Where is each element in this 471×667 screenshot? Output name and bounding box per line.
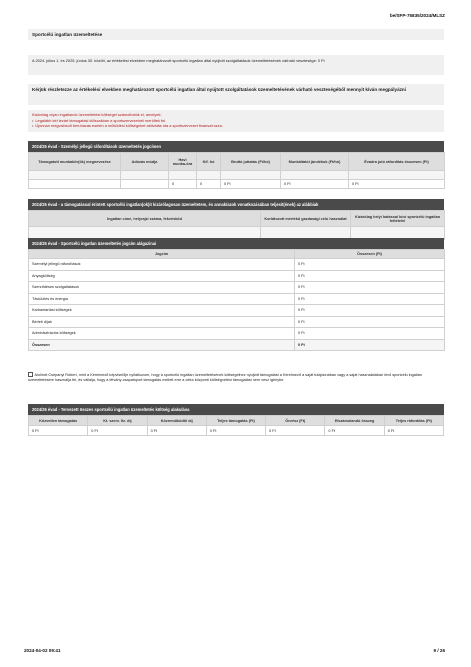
property-header: 2024/25 évad - a támogatással érintett sportcélú ingatlan(ok)it kizárólagosan üzemeltetem, és annak/azok vonatkozásában teljesít(ének) az alábbiak xyxy=(28,199,444,210)
cost-label: Adminisztrációs költségek xyxy=(29,328,295,340)
cost-value: 0 Ft xyxy=(295,293,445,305)
cost-value: 0 Ft xyxy=(295,305,445,317)
column-header: Összesen (Ft) xyxy=(295,250,445,259)
notes-list xyxy=(32,118,440,129)
cost-items-table xyxy=(28,249,445,351)
question-text: Kérjük részletezze az értékelési elvekben meghatározott sportcélú ingatlan által nyújtott szolgáltatások üzemeltetésének várható veszteségéből mennyit kíván megpályázni xyxy=(28,84,444,105)
table-cell: 0 Ft xyxy=(266,426,325,436)
property-table xyxy=(28,210,445,240)
table-row xyxy=(29,180,445,189)
cost-label: Távközlés és energia xyxy=(29,293,295,305)
table-row xyxy=(29,171,445,180)
column-header: Kizárólag helyi hatással bíró sportcélú ingatlan feltételei xyxy=(351,211,445,227)
intro-text: A 2024. július 1. és 2025. június 30. között, az értékelési elvekben meghatározott sportcélú ingatlan által nyújtott szolgáltatások üzemeltetésének várható vesztesége: 0 Ft xyxy=(28,55,444,75)
column-header: Jogcím xyxy=(29,250,295,259)
table-row xyxy=(29,282,445,294)
table-cell: 0 Ft xyxy=(384,426,443,436)
column-header: Támogatott munkakör(ök) megnevezése xyxy=(29,153,121,171)
column-header: Ingatlan címe, helyrajzi száma, fekvésköd xyxy=(29,211,261,227)
table-row xyxy=(29,305,445,317)
table-cell: 0 Ft xyxy=(29,426,88,436)
column-header: Munkáltatói járulékok (Ft/hó) xyxy=(281,153,349,171)
table-row xyxy=(29,316,445,328)
footer-timestamp: 2024-04-02 09:41 xyxy=(24,648,61,653)
declaration-text: Alulírott Csépányi Róbert, mint a Kérelmező képviselője nyilatkozom, hogy a sportcélú ingatlan üzemeltetésének költségeihez nyújtott támogatást a Kérelmező a saját tulajdonában vagy a saját használatában lévő sportcélú ingatlan üzemeltetésére használja fel, és vállalja, hogy a létvány-csapatsport támogatás mellett erre a célra központi költségvetési támogatást nem vesz igénybe. xyxy=(28,372,423,383)
table-cell: 0 Ft xyxy=(221,180,281,189)
declaration xyxy=(28,372,444,384)
table-row xyxy=(29,328,445,340)
cost-value: 0 Ft xyxy=(295,259,445,271)
table-row xyxy=(29,426,444,436)
column-header: Havi munka-óra xyxy=(169,153,197,171)
summary-section xyxy=(28,404,444,436)
summary-table xyxy=(28,415,444,436)
table-row xyxy=(29,293,445,305)
personnel-costs-section xyxy=(28,141,444,189)
column-header: Évadra jutó ráfordítás összesen (Ft) xyxy=(349,153,445,171)
declaration-checkbox[interactable] xyxy=(28,372,33,377)
column-header: Elszámolandó összeg xyxy=(325,416,384,426)
personnel-costs-table xyxy=(28,152,445,189)
document-reference: be/SFP-75835/2024/MLSZ xyxy=(389,13,445,18)
table-row xyxy=(29,259,445,271)
notes-item: • Újonnan megvalósult beruházás esetén a működési költségeket aktiválás óta a sportszervezet finanszírozza. xyxy=(32,123,440,129)
column-header: Korlátozott mértékű gazdasági célú használat xyxy=(261,211,351,227)
column-header: Közvetlen támogatás xyxy=(29,416,88,426)
table-cell: 0 Ft xyxy=(349,180,445,189)
personnel-costs-header: 2024/25 évad - Személyi jellegű ráfordítások üzemeltetés jogcímen xyxy=(28,141,444,152)
table-cell: 0 Ft xyxy=(88,426,147,436)
cost-label: Anyagköltség xyxy=(29,270,295,282)
table-cell: 0 xyxy=(197,180,221,189)
cost-label: Bérleti díjak xyxy=(29,316,295,328)
cost-value: 0 Ft xyxy=(295,328,445,340)
cost-items-header: 2024/25 évad - Sportcélú ingatlan üzemeltetés jogcím alágazinai xyxy=(28,238,444,249)
column-header: Önrész (Ft) xyxy=(266,416,325,426)
cost-label: Személyi jellegű ráfordítások xyxy=(29,259,295,271)
table-cell xyxy=(29,180,121,189)
cost-value: 0 Ft xyxy=(295,270,445,282)
table-cell: 0 xyxy=(169,180,197,189)
table-cell: 0 Ft xyxy=(147,426,206,436)
table-cell xyxy=(121,180,169,189)
column-header: Adózás módja xyxy=(121,153,169,171)
section-title: Sportcélú ingatlan üzemeltetése xyxy=(28,29,444,40)
eligibility-notes xyxy=(28,110,444,132)
property-section xyxy=(28,199,444,240)
total-value: 0 Ft xyxy=(295,339,445,351)
cost-label: Szerződéses szolgáltatások xyxy=(29,282,295,294)
column-header: Kt. szerv. fiz. díj xyxy=(88,416,147,426)
cost-label: Karbantartási költségek xyxy=(29,305,295,317)
cost-value: 0 Ft xyxy=(295,316,445,328)
total-row xyxy=(29,339,445,351)
cost-value: 0 Ft xyxy=(295,282,445,294)
table-row xyxy=(29,270,445,282)
notes-item: • Legalább két lezárt támogatási időszakban a sportszervezetnél merültek fel. xyxy=(32,118,440,124)
cost-items-section xyxy=(28,238,444,351)
total-label: Összesen xyxy=(29,339,295,351)
column-header: Bruttó juttatás (Ft/hó) xyxy=(221,153,281,171)
column-header: Kif. hó xyxy=(197,153,221,171)
column-header: Teljes támogatás (Ft) xyxy=(206,416,265,426)
notes-heading: Kizárólag olyan ingatlanok üzemeltetési költségei számolhatók el, amelyek: xyxy=(32,112,162,117)
footer-page-number: 9 / 26 xyxy=(433,648,445,653)
summary-header: 2024/25 évad - Tervezett összes sportcélú ingatlan üzemeltetés költség alakulása xyxy=(28,404,444,415)
table-cell: 0 Ft xyxy=(281,180,349,189)
table-cell: 0 Ft xyxy=(325,426,384,436)
column-header: Teljes ráfordítás (Ft) xyxy=(384,416,443,426)
table-cell: 0 Ft xyxy=(206,426,265,436)
column-header: Közreműködői díj xyxy=(147,416,206,426)
